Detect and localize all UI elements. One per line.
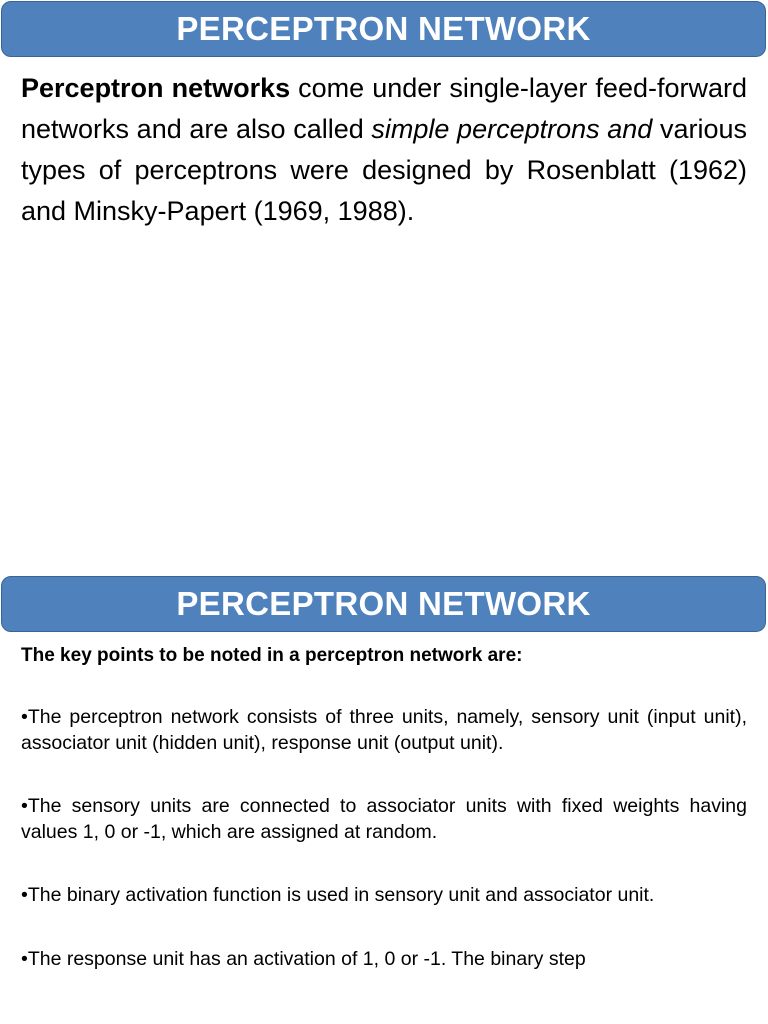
intro-text-part1: come under single-layer feed-forward networks and are also called: [21, 73, 748, 144]
slide-2: [0, 576, 768, 1024]
key-point-item: •The response unit has an activation of 1, 0 or -1. The binary step: [21, 947, 586, 970]
key-points-list: [21, 705, 747, 1010]
slide-title: PERCEPTRON NETWORK: [1, 576, 766, 632]
key-points-heading: The key points to be noted in a perceptron network are:: [21, 645, 523, 666]
intro-italic-term: simple perceptrons and: [371, 114, 653, 144]
key-point-item: •The binary activation function is used in sensory unit and associator unit.: [21, 884, 655, 906]
key-point-item: •The perceptron network consists of three units, namely, sensory unit (input unit), associator unit (hidden unit), response unit (output unit).: [21, 706, 747, 754]
intro-bold-lead: Perceptron networks: [21, 73, 291, 103]
key-point-item: •The sensory units are connected to associator units with fixed weights having values 1, 0 or -1, which are assigned at random.: [21, 795, 747, 843]
intro-paragraph: [21, 68, 747, 232]
slide-title: PERCEPTRON NETWORK: [1, 1, 766, 57]
intro-text-part2: various types of perceptrons were designed by Rosenblatt (1962) and Minsky-Papert (1969, 1988).: [21, 114, 748, 226]
